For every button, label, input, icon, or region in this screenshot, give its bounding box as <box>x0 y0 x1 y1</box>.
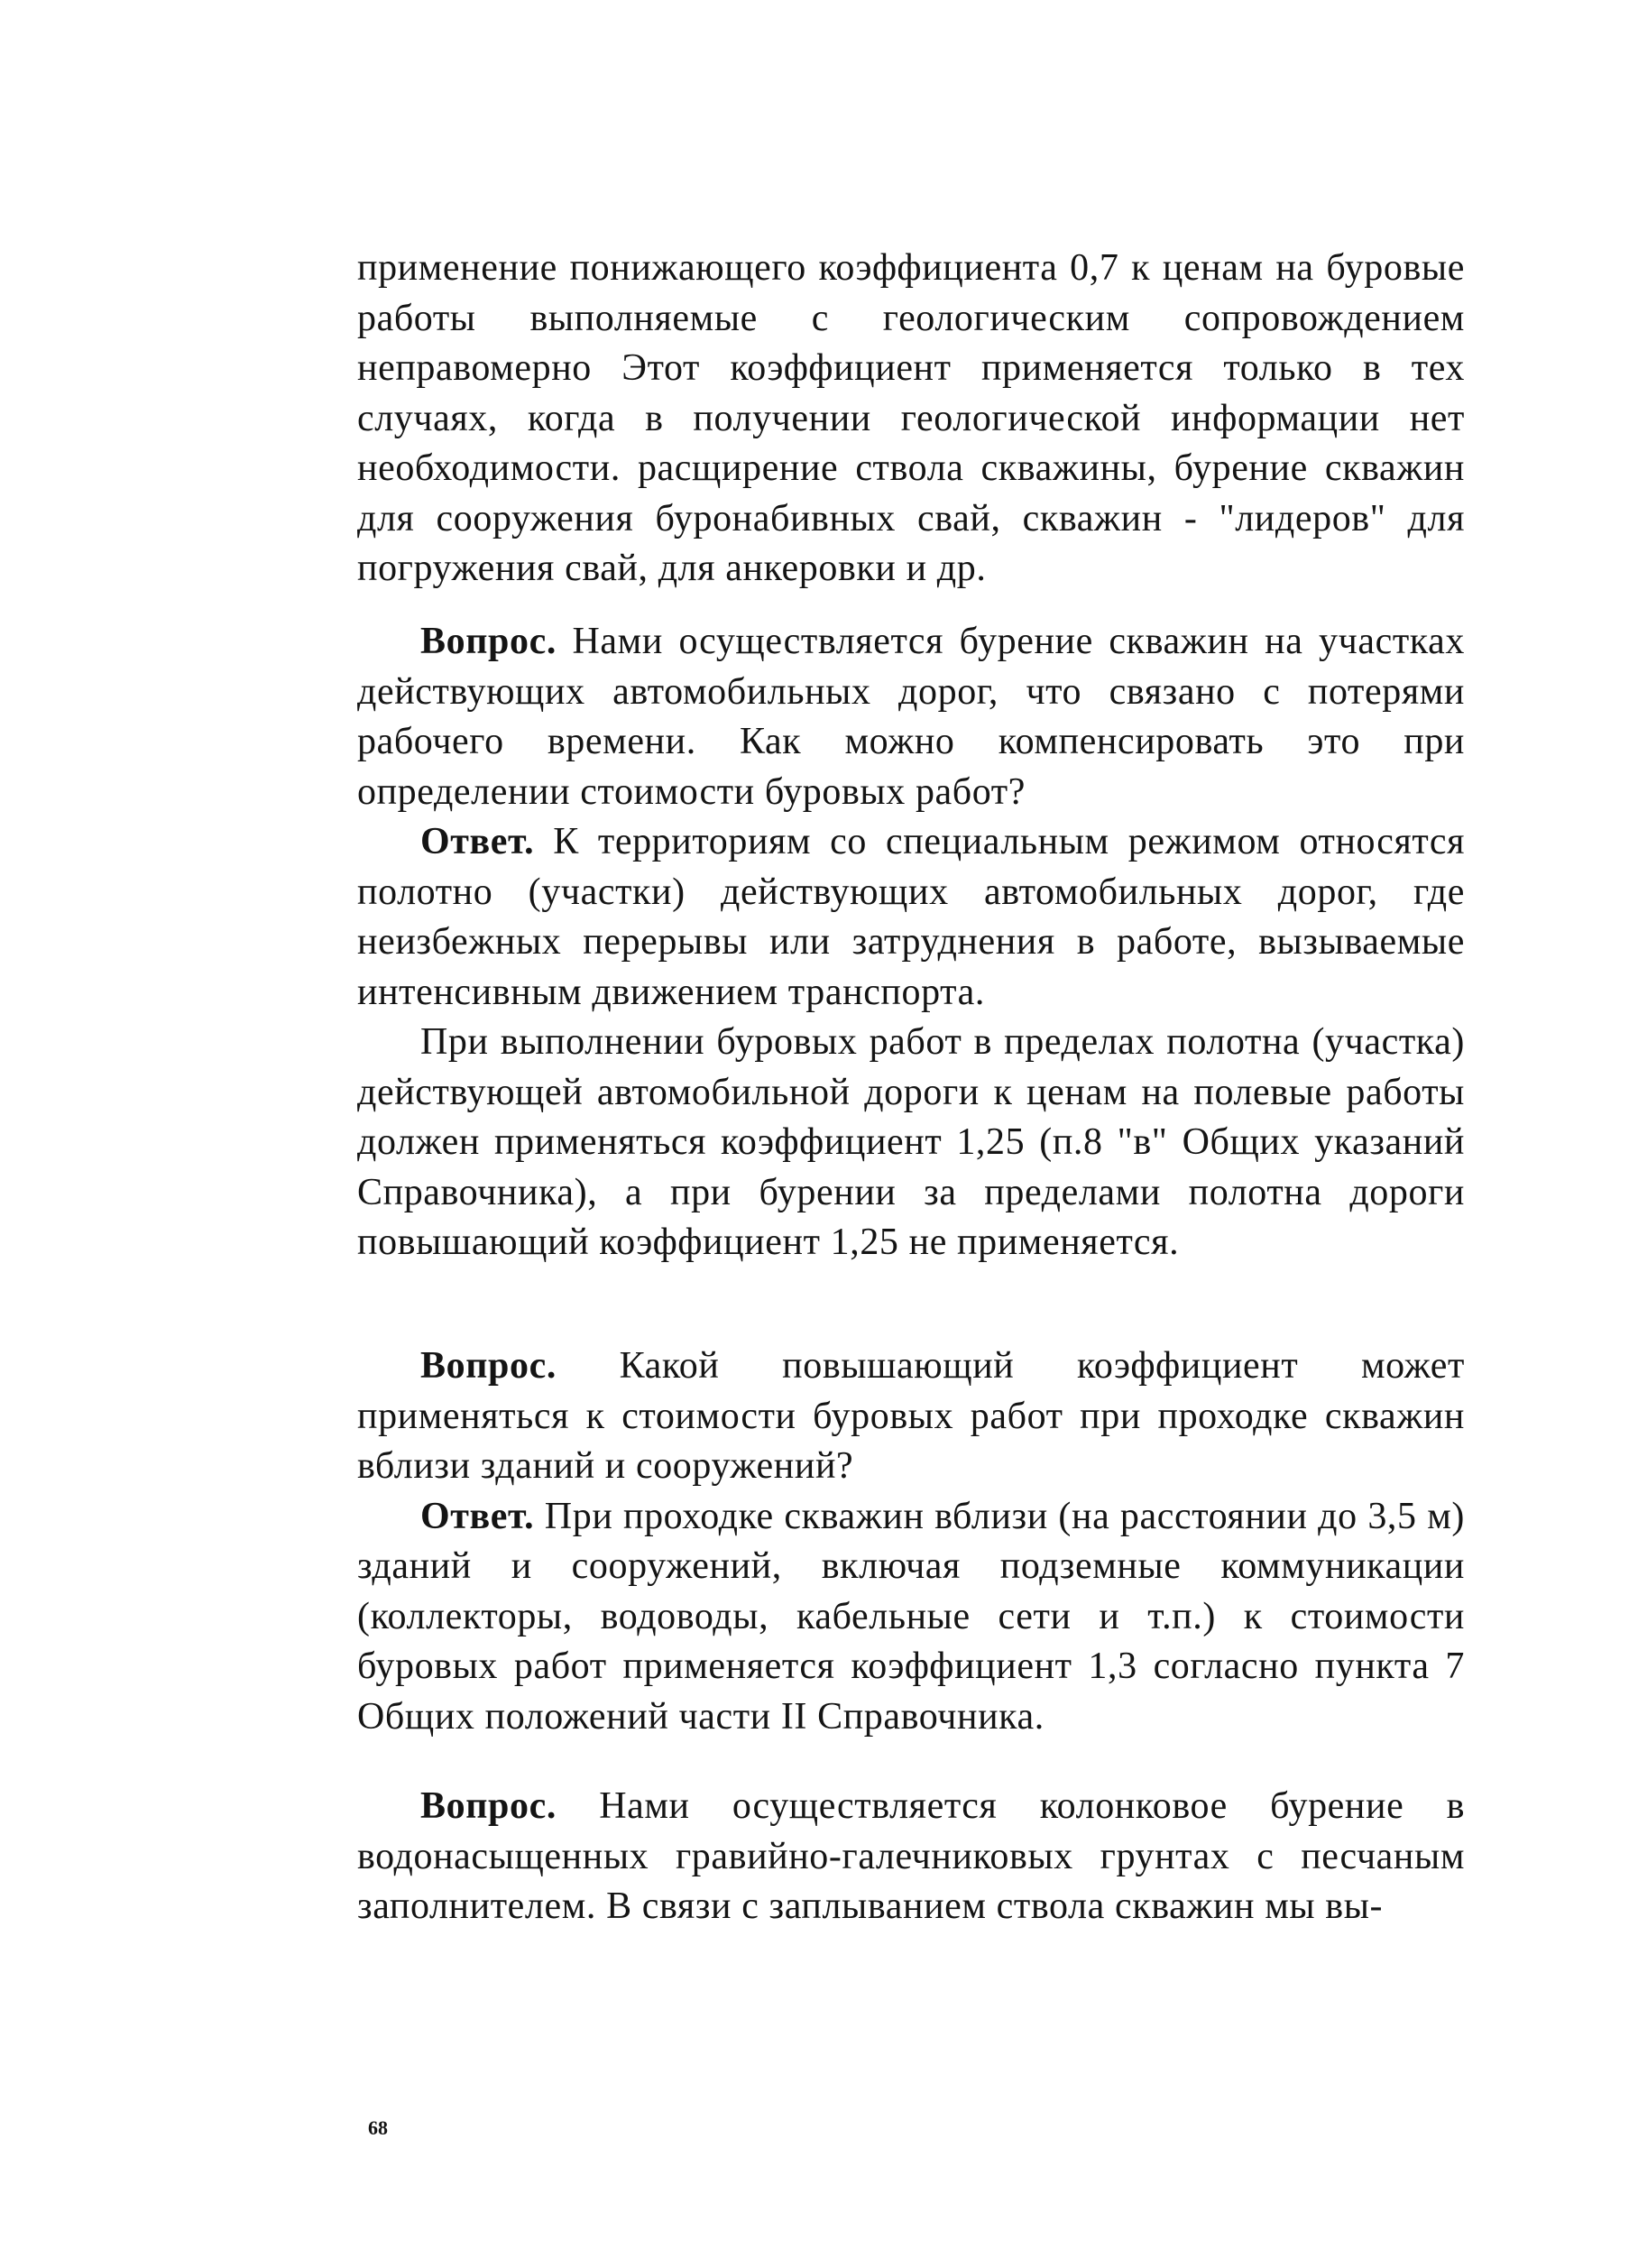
answer-text: При проходке скважин вблизи (на расстоянии до 3,5 м) зданий и сооружений, включая подземные коммуникации (коллекторы, водоводы, кабельные сети и т.п.) к стоимости буровых работ применяется коэффициент 1,3 согласно пункта 7 Общих положений части II Справочника. <box>357 1495 1465 1738</box>
answer-label: Ответ. <box>420 1495 535 1537</box>
question-text: Какой повышающий коэффициент может применяться к стоимости буровых работ при проходке скважин вблизи зданий и сооружений? <box>357 1345 1465 1487</box>
answer-1 <box>357 817 1465 1018</box>
question-1 <box>357 617 1465 817</box>
question-text: Нами осуществляется бурение скважин на участках действующих автомобильных дорог, что связано с потерями рабочего времени. Как можно компенсировать это при определении стоимости буровых работ? <box>357 621 1465 813</box>
qa-block-2 <box>357 1341 1465 1742</box>
qa-block-3 <box>357 1782 1465 1932</box>
answer-1-continued: При выполнении буровых работ в пределах полотна (участка) действующей автомобильной дороги к ценам на полевые работы должен применяться коэффициент 1,25 (п.8 "в" Общих указаний Справочника), а при бурении за пределами полотна дороги повышающий коэффициент 1,25 не применяется. <box>357 1021 1465 1263</box>
question-label: Вопрос. <box>420 1345 557 1387</box>
answer-label: Ответ. <box>420 821 535 862</box>
question-label: Вопрос. <box>420 621 557 662</box>
continuation-text: применение понижающего коэффициента 0,7 к ценам на буровые работы выполняемые с геологическим сопровождением неправомерно Этот коэффициент применяется только в тех случаях, когда в получении геологической информации нет необходимости. расщирение ствола скважины, бурение скважин для сооружения буронабивных свай, скважин - "лидеров" для погружения свай, для анкеровки и др. <box>357 247 1465 589</box>
question-3 <box>357 1782 1465 1932</box>
answer-text: К территориям со специальным режимом относятся полотно (участки) действующих автомобильных дорог, где неизбежных перерывы или затруднения в работе, вызываемые интенсивным движением транспорта. <box>357 821 1465 1013</box>
qa-block-1 <box>357 617 1465 1268</box>
question-2 <box>357 1341 1465 1492</box>
page-number: 68 <box>368 2116 388 2139</box>
question-text: Нами осуществляется колонковое бурение в водонасыщенных гравийно-галечниковых грунтах с песчаным заполнителем. В связи с заплыванием ствола скважин мы вы- <box>357 1785 1465 1927</box>
question-label: Вопрос. <box>420 1785 557 1827</box>
continuation-paragraph <box>357 244 1465 595</box>
answer-2 <box>357 1492 1465 1743</box>
